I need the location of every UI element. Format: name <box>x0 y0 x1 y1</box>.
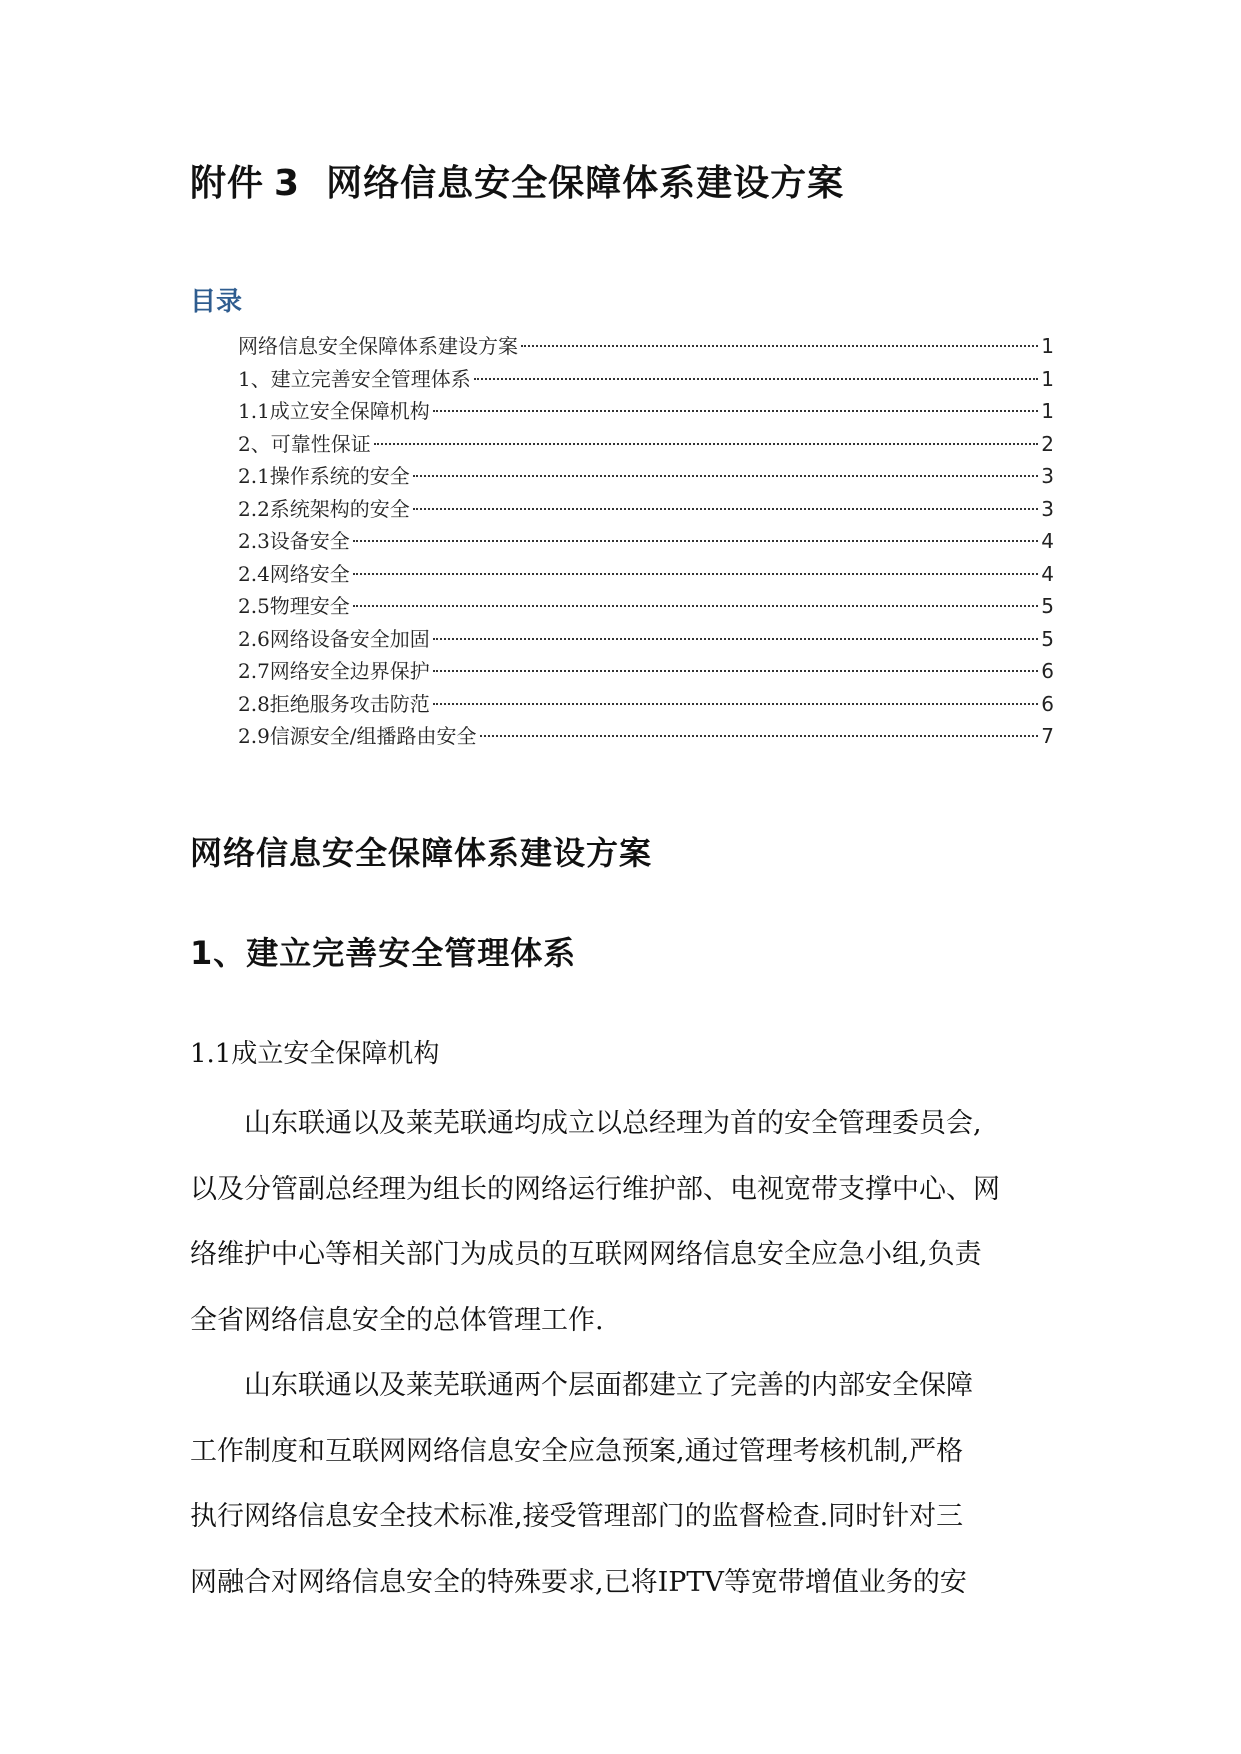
paragraph-line: 执行网络信息安全技术标准,接受管理部门的监督检查.同时针对三 <box>190 1501 964 1532</box>
toc-item-label: 2.4网络安全 <box>238 561 350 586</box>
toc-item[interactable] <box>238 558 1054 591</box>
toc-leader <box>433 670 1038 672</box>
table-of-contents <box>238 330 1054 753</box>
paragraph-line: 工作制度和互联网网络信息安全应急预案,通过管理考核机制,严格 <box>190 1435 964 1467</box>
toc-item-page: 1 <box>1041 366 1054 391</box>
toc-item[interactable] <box>238 623 1054 656</box>
toc-item[interactable] <box>238 395 1054 428</box>
title-number: 3 <box>274 163 301 204</box>
paragraph <box>190 1353 1060 1615</box>
toc-heading: 目录 <box>190 287 243 317</box>
subsection-heading: 1.1成立安全保障机构 <box>190 1039 440 1069</box>
toc-leader <box>433 638 1038 640</box>
toc-item-page: 4 <box>1041 561 1054 586</box>
toc-item-label: 2.1操作系统的安全 <box>238 464 410 488</box>
toc-leader <box>353 540 1038 542</box>
paragraph-line: 山东联通以及莱芜联通两个层面都建立了完善的内部安全保障 <box>190 1370 973 1401</box>
toc-item[interactable] <box>238 688 1054 721</box>
paragraph-line: 山东联通以及莱芜联通均成立以总经理为首的安全管理委员会, <box>190 1108 982 1139</box>
toc-item-label: 1.1成立安全保障机构 <box>238 399 430 423</box>
toc-item-label: 2.2系统架构的安全 <box>238 496 410 521</box>
toc-item-page: 5 <box>1041 626 1054 651</box>
toc-item[interactable] <box>238 655 1054 688</box>
toc-leader <box>433 703 1038 705</box>
toc-item-label: 2.3设备安全 <box>238 529 350 553</box>
toc-item-page: 5 <box>1041 594 1054 618</box>
toc-item-label: 2.6网络设备安全加固 <box>238 626 430 651</box>
toc-item-page: 3 <box>1041 464 1054 488</box>
toc-leader <box>353 573 1038 575</box>
toc-item[interactable] <box>238 525 1054 558</box>
toc-item-label: 2、可靠性保证 <box>238 431 371 456</box>
toc-item[interactable] <box>238 330 1054 363</box>
toc-item-label: 2.9信源安全/组播路由安全 <box>238 724 477 748</box>
toc-item[interactable] <box>238 428 1054 461</box>
toc-item-page: 4 <box>1041 529 1054 553</box>
toc-item-label: 1、建立完善安全管理体系 <box>238 366 471 391</box>
title-text: 网络信息安全保障体系建设方案 <box>326 163 845 204</box>
toc-item-page: 1 <box>1041 399 1054 423</box>
toc-item[interactable] <box>238 493 1054 526</box>
toc-item-page: 2 <box>1041 431 1054 456</box>
toc-item[interactable] <box>238 363 1054 396</box>
toc-item-page: 1 <box>1041 334 1054 358</box>
toc-item-label: 2.5物理安全 <box>238 594 350 618</box>
paragraph <box>190 1091 1060 1353</box>
toc-leader <box>521 345 1038 347</box>
toc-item-page: 6 <box>1041 691 1054 716</box>
section-heading: 1、建立完善安全管理体系 <box>190 934 577 972</box>
paragraph-line: 全省网络信息安全的总体管理工作. <box>190 1304 604 1336</box>
toc-item-page: 6 <box>1041 659 1054 683</box>
toc-leader <box>474 378 1039 380</box>
toc-item-label: 2.7网络安全边界保护 <box>238 659 430 683</box>
toc-item-page: 3 <box>1041 496 1054 521</box>
main-heading: 网络信息安全保障体系建设方案 <box>190 834 653 872</box>
toc-leader <box>413 508 1038 510</box>
toc-item[interactable] <box>238 460 1054 493</box>
paragraph-line: 网融合对网络信息安全的特殊要求,已将IPTV等宽带增值业务的安 <box>190 1566 967 1598</box>
toc-item[interactable] <box>238 590 1054 623</box>
toc-leader <box>374 443 1039 445</box>
title-prefix: 附件 <box>190 163 265 204</box>
document-title <box>190 155 844 206</box>
paragraph-line: 络维护中心等相关部门为成员的互联网网络信息安全应急小组,负责 <box>190 1239 982 1270</box>
toc-item-page: 7 <box>1041 724 1054 748</box>
toc-item[interactable] <box>238 720 1054 753</box>
toc-leader <box>433 410 1038 412</box>
toc-leader <box>353 605 1038 607</box>
paragraph-line: 以及分管副总经理为组长的网络运行维护部、电视宽带支撑中心、网 <box>190 1173 1000 1205</box>
toc-item-label: 网络信息安全保障体系建设方案 <box>238 334 518 358</box>
toc-item-label: 2.8拒绝服务攻击防范 <box>238 691 430 716</box>
toc-leader <box>480 735 1039 737</box>
toc-leader <box>413 475 1038 477</box>
